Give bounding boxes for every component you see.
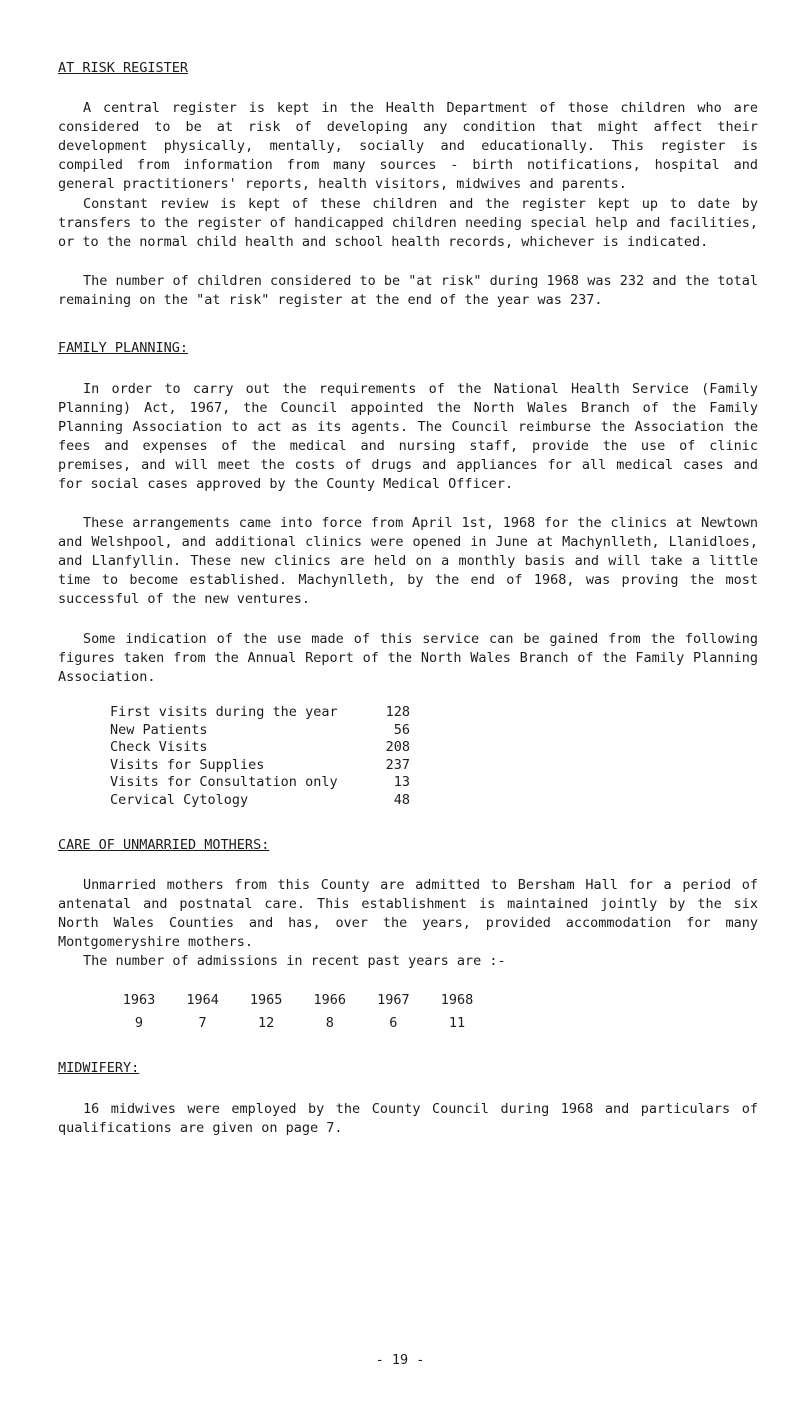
admission-years-row: [118, 992, 478, 1008]
stat-value: 208: [385, 739, 410, 755]
clinic-statistics-list: [110, 704, 410, 809]
at-risk-paragraph-1: A central register is kept in the Health Department of those children who are considered to be at risk of developing any condition that might affect their development physically, mentally, socially and educationally. This register is compiled from information from many sources - birth notifications, hospital and general practitioners' reports, health visitors, midwives and parents.: [58, 100, 758, 192]
stat-row: [110, 739, 410, 757]
unmarried-mothers-paragraph-1: Unmarried mothers from this County are admitted to Bersham Hall for a period of antenatal and postnatal care. This establishment is maintained jointly by the six North Wales Counties and has, over the years, provided accommodation for many Montgomeryshire mothers.: [58, 877, 758, 950]
year-cell: 1966: [313, 992, 347, 1008]
stat-row: [110, 774, 410, 792]
stat-label: New Patients: [110, 721, 208, 738]
count-cell: 12: [258, 1015, 275, 1031]
count-cell: 11: [448, 1015, 466, 1031]
at-risk-paragraph-3: The number of children considered to be "at risk" during 1968 was 232 and the total remaining on the "at risk" register at the end of the year was 237.: [58, 273, 758, 308]
count-cell: 6: [389, 1015, 398, 1031]
stat-label: Visits for Consultation only: [110, 774, 338, 790]
year-cell: 1964: [186, 992, 219, 1008]
at-risk-register-heading: AT RISK REGISTER: [58, 60, 189, 76]
family-planning-paragraph-2: These arrangements came into force from April 1st, 1968 for the clinics at Newtown and Welshpool, and additional clinics were opened in June at Machynlleth, Llanidloes, and Llanfyllin. These new clinics are held on a monthly basis and will take a little time to become established. Machynlleth, by the end of 1968, was proving the most successful of the new ventures.: [58, 515, 758, 607]
count-cell: 8: [325, 1015, 334, 1031]
stat-value: 128: [385, 704, 410, 720]
midwifery-heading: MIDWIFERY:: [58, 1060, 140, 1076]
midwifery-paragraph-1: 16 midwives were employed by the County Council during 1968 and particulars of qualifications are given on page 7.: [58, 1101, 758, 1136]
year-cell: 1963: [122, 992, 156, 1008]
stat-value: 48: [393, 791, 410, 808]
page-number: - 19 -: [375, 1352, 425, 1368]
family-planning-paragraph-3: Some indication of the use made of this service can be gained from the following figures taken from the Annual Report of the North Wales Branch of the Family Planning Association.: [58, 631, 758, 685]
stat-row: [110, 722, 410, 740]
stat-label: Cervical Cytology: [110, 791, 249, 808]
unmarried-mothers-paragraph-2: The number of admissions in recent past years are :-: [83, 953, 506, 969]
stat-row: [110, 757, 410, 775]
year-cell: 1965: [249, 992, 283, 1008]
year-cell: 1968: [440, 992, 474, 1008]
at-risk-paragraph-2: Constant review is kept of these children and the register kept up to date by transfers to the register of handicapped children needing special help and facilities, or to the normal child health and school health records, whichever is indicated.: [58, 196, 758, 250]
year-cell: 1967: [377, 992, 410, 1008]
stat-value: 56: [393, 721, 410, 738]
stat-row: [110, 792, 410, 810]
stat-value: 13: [393, 774, 410, 790]
count-cell: 7: [198, 1015, 207, 1031]
family-planning-heading: FAMILY PLANNING:: [58, 340, 189, 356]
stat-row: [110, 704, 410, 722]
stat-value: 237: [385, 756, 410, 773]
unmarried-mothers-heading: CARE OF UNMARRIED MOTHERS:: [58, 837, 270, 853]
stat-label: Visits for Supplies: [110, 756, 265, 773]
admission-counts-row: [118, 1015, 478, 1031]
stat-label: Check Visits: [110, 739, 208, 755]
family-planning-paragraph-1: In order to carry out the requirements of the National Health Service (Family Planning) Act, 1967, the Council appointed the North Wales Branch of the Family Planning Association to act as its agents. The Council reimburse the Association the fees and expenses of the medical and nursing staff, provide the use of clinic premises, and will meet the costs of drugs and appliances for all medical cases and for social cases approved by the County Medical Officer.: [58, 381, 758, 492]
count-cell: 9: [134, 1015, 144, 1031]
stat-label: First visits during the year: [110, 704, 338, 720]
